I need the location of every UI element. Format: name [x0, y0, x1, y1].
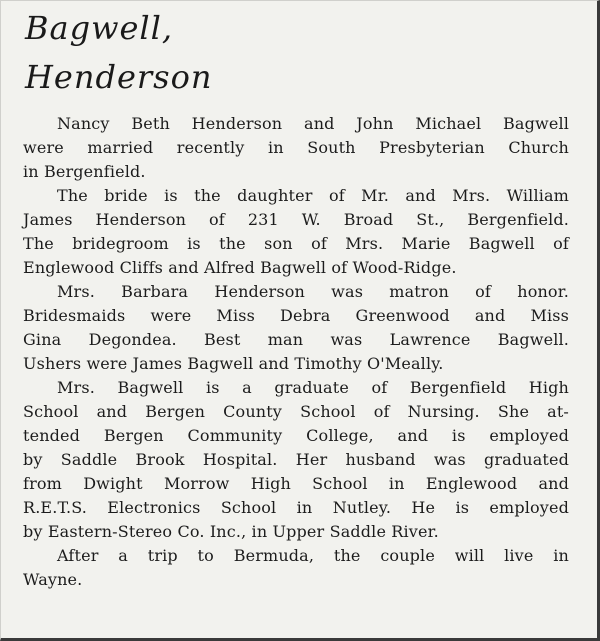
- text-line: Gina Degondea. Best man was Lawrence Bagwell.: [23, 330, 569, 349]
- text-line: R.E.T.S. Electronics School in Nutley. He is employed: [23, 498, 569, 517]
- text-line: by Saddle Brook Hospital. Her husband was graduated: [23, 450, 569, 469]
- paragraph-4: [23, 376, 569, 544]
- text-line: School and Bergen County School of Nursing. She at-: [23, 402, 569, 421]
- paragraph-3: [23, 280, 569, 376]
- paragraph-2: [23, 184, 569, 280]
- text-line: were married recently in South Presbyterian Church: [23, 138, 569, 157]
- text-line: tended Bergen Community College, and is employed: [23, 426, 569, 445]
- paragraph-5: [23, 544, 569, 592]
- text-line: Ushers were James Bagwell and Timothy O'Meally.: [23, 354, 444, 373]
- headline-line-1: Bagwell,: [25, 9, 174, 47]
- text-line: The bridegroom is the son of Mrs. Marie Bagwell of: [23, 234, 569, 253]
- text-line: Bridesmaids were Miss Debra Greenwood and Miss: [23, 306, 569, 325]
- text-line: Englewood Cliffs and Alfred Bagwell of Wood-Ridge.: [23, 258, 457, 277]
- text-line: After a trip to Bermuda, the couple will live in: [57, 546, 569, 565]
- headline-line-2: Henderson: [25, 58, 213, 96]
- text-line: Wayne.: [23, 570, 83, 589]
- text-line: Nancy Beth Henderson and John Michael Bagwell: [57, 114, 569, 133]
- text-line: in Bergenfield.: [23, 162, 146, 181]
- text-line: Mrs. Bagwell is a graduate of Bergenfield High: [57, 378, 569, 397]
- article-body: [23, 112, 569, 592]
- text-line: James Henderson of 231 W. Broad St., Bergenfield.: [23, 210, 569, 229]
- text-line: by Eastern-Stereo Co. Inc., in Upper Saddle River.: [23, 522, 439, 541]
- text-line: The bride is the daughter of Mr. and Mrs. William: [57, 186, 569, 205]
- paragraph-1: [23, 112, 569, 184]
- text-line: from Dwight Morrow High School in Englewood and: [23, 474, 569, 493]
- text-line: Mrs. Barbara Henderson was matron of honor.: [57, 282, 569, 301]
